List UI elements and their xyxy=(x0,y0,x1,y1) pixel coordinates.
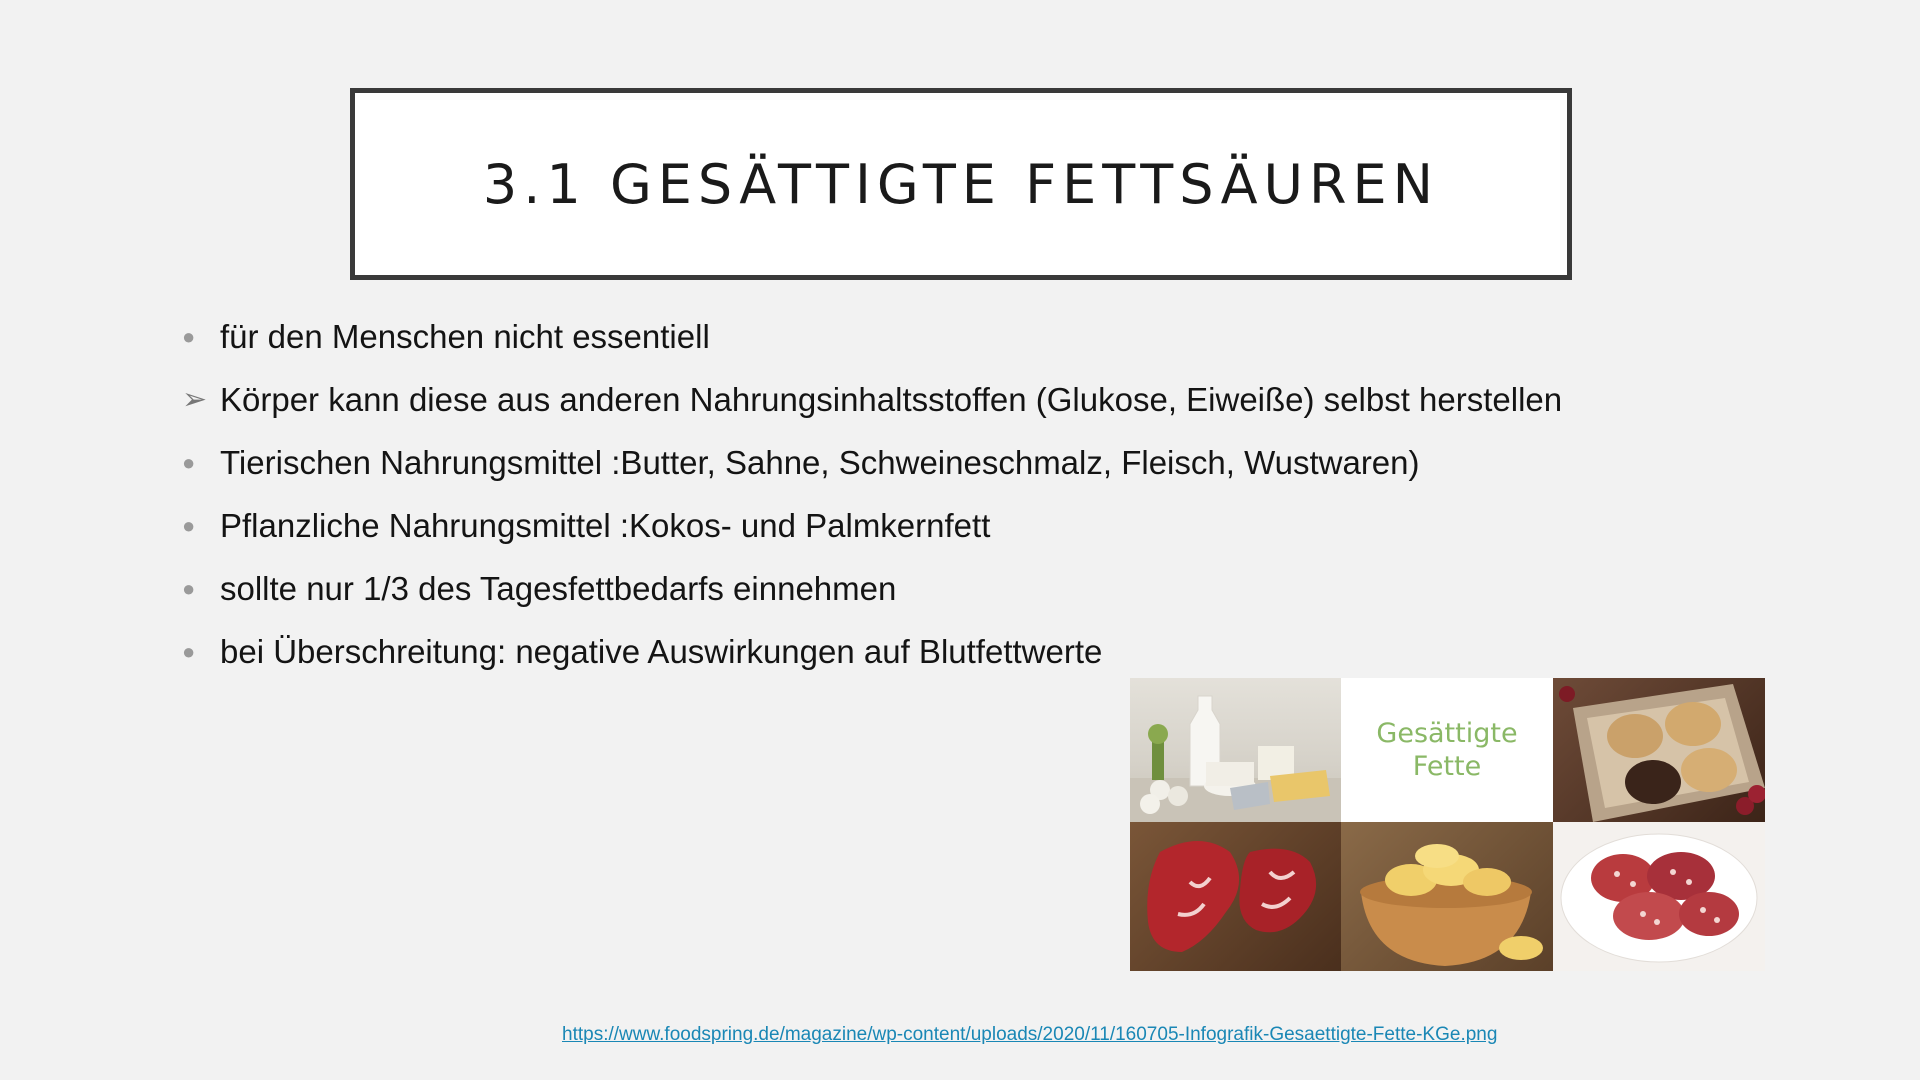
dairy-illustration xyxy=(1130,678,1341,822)
bullet-text: bei Überschreitung: negative Auswirkungen auf Blutfettwerte xyxy=(220,632,1103,670)
bullet-text: Pflanzliche Nahrungsmittel :Kokos- und Palmkernfett xyxy=(220,506,991,544)
source-link[interactable]: https://www.foodspring.de/magazine/wp-content/uploads/2020/11/160705-Infografik-Gesaettigte-Fette-KGe.png xyxy=(562,1024,1498,1045)
bullet-dot-icon: ● xyxy=(182,449,196,475)
bullet-item xyxy=(182,557,1632,620)
potato-chips-image xyxy=(1341,822,1553,971)
bullet-item xyxy=(182,368,1632,431)
slide-title: 3.1 GESÄTTIGTE FETTSÄUREN xyxy=(482,152,1440,216)
bullet-item xyxy=(182,620,1632,683)
bullet-dot-icon: ● xyxy=(182,575,196,601)
bullet-text: Tierischen Nahrungsmittel :Butter, Sahne, Schweineschmalz, Fleisch, Wustwaren) xyxy=(220,443,1420,481)
salami-illustration xyxy=(1553,822,1765,971)
bullet-text: sollte nur 1/3 des Tagesfettbedarfs einnehmen xyxy=(220,569,897,607)
chips-illustration xyxy=(1341,822,1553,971)
muffins-image xyxy=(1553,678,1765,822)
collage-label xyxy=(1341,678,1553,822)
bullet-dot-icon: ● xyxy=(182,638,196,664)
salami-plate-image xyxy=(1553,822,1765,971)
saturated-fats-collage xyxy=(1130,678,1765,971)
title-box xyxy=(350,88,1572,280)
collage-label-line1: Gesättigte xyxy=(1376,718,1518,749)
dairy-products-image xyxy=(1130,678,1341,822)
raw-meat-image xyxy=(1130,822,1341,971)
arrow-bullet-icon: ➢ xyxy=(182,383,208,416)
bullet-item xyxy=(182,431,1632,494)
bullet-text: für den Menschen nicht essentiell xyxy=(220,317,710,355)
bullet-item xyxy=(182,494,1632,557)
meat-illustration xyxy=(1130,822,1341,971)
bullet-text: Körper kann diese aus anderen Nahrungsinhaltsstoffen (Glukose, Eiweiße) selbst herstellen xyxy=(220,380,1563,418)
bullet-dot-icon: ● xyxy=(182,323,196,349)
muffins-illustration xyxy=(1553,678,1765,822)
bullet-item xyxy=(182,305,1632,368)
bullet-dot-icon: ● xyxy=(182,512,196,538)
collage-label-line2: Fette xyxy=(1412,751,1482,782)
bullet-list xyxy=(182,305,1632,683)
